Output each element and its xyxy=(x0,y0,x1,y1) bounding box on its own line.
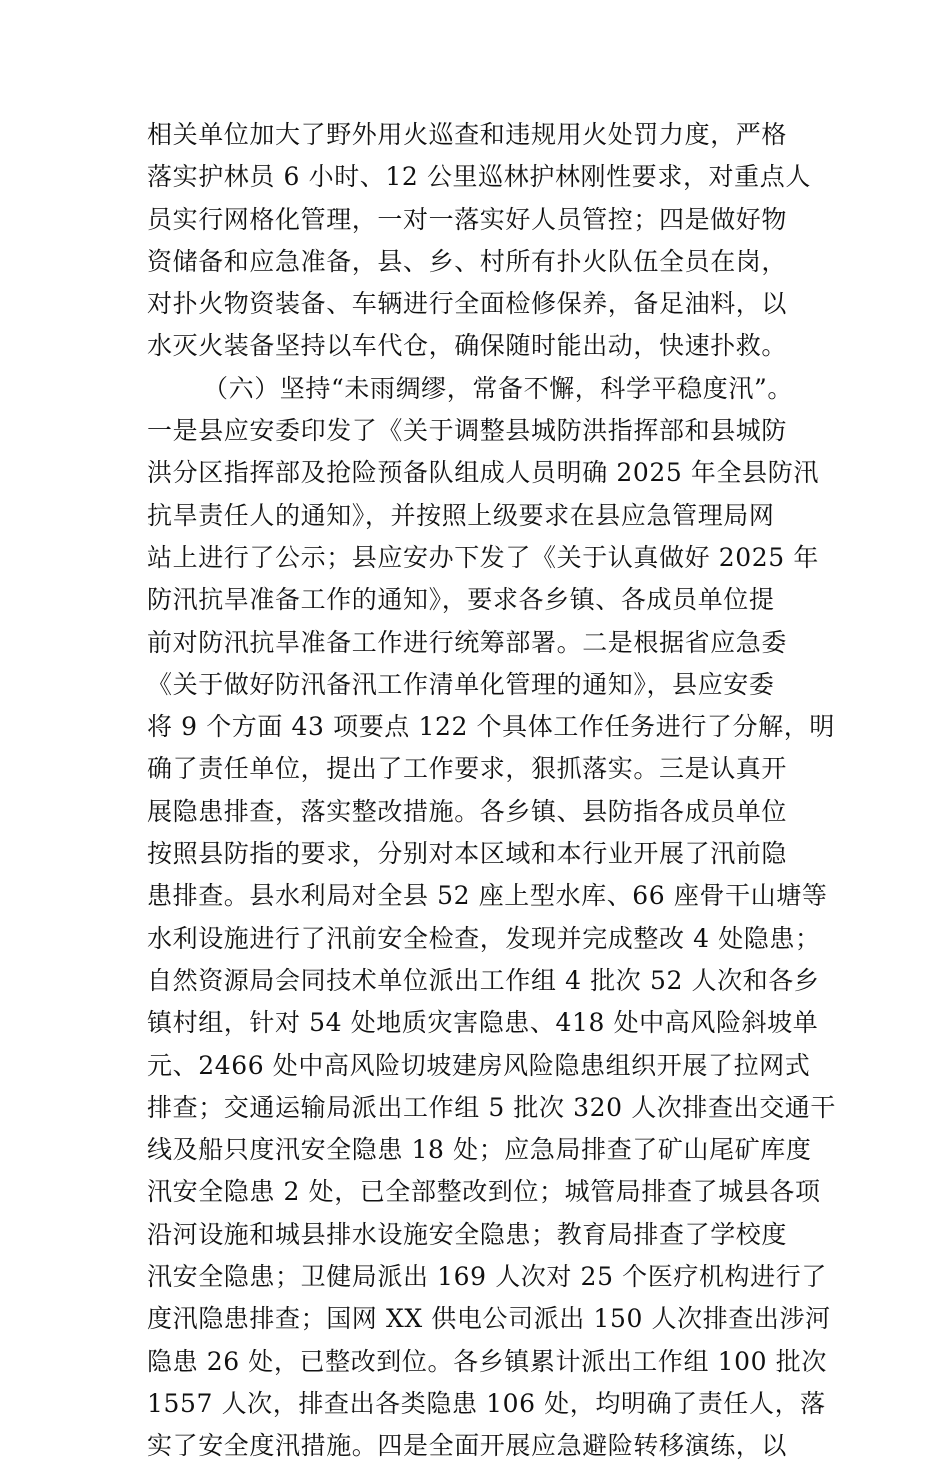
text-line-17: 展隐患排查，落实整改措施。各乡镇、县防指各成员单位 xyxy=(147,796,788,826)
text-line-11: 站上进行了公示；县应安办下发了《关于认真做好 2025 年 xyxy=(147,542,819,572)
text-line-21: 自然资源局会同技术单位派出工作组 4 批次 52 人次和各乡 xyxy=(147,965,820,995)
text-line-5: 对扑火物资装备、车辆进行全面检修保养，备足油料，以 xyxy=(147,289,788,319)
text-line-19: 患排查。县水利局对全县 52 座上型水库、66 座骨干山塘等 xyxy=(147,881,828,911)
text-line-1: 相关单位加大了野外用火巡查和违规用火处罚力度，严格 xyxy=(147,120,788,149)
text-line-6: 水灭火装备坚持以车代仓，确保随时能出动，快速扑救。 xyxy=(147,331,788,361)
text-line-10: 抗旱责任人的通知》，并按照上级要求在县应急管理局网 xyxy=(147,500,775,530)
text-line-26: 汛安全隐患 2 处，已全部整改到位；城管局排查了城县各项 xyxy=(147,1177,821,1207)
text-line-32: 实了安全度汛措施。四是全面开展应急避险转移演练，以 xyxy=(147,1431,788,1461)
text-line-8: 一是县应安委印发了《关于调整县城防洪指挥部和县城防 xyxy=(147,416,788,446)
section-heading-6: （六）坚持“未雨绸缪，常备不懈，科学平稳度汛”。 xyxy=(203,373,793,403)
text-line-31: 1557 人次，排查出各类隐患 106 处，均明确了责任人，落 xyxy=(147,1388,826,1418)
text-line-22: 镇村组，针对 54 处地质灾害隐患、418 处中高风险斜坡单 xyxy=(147,1008,819,1038)
text-line-15: 将 9 个方面 43 项要点 122 个具体工作任务进行了分解，明 xyxy=(147,712,835,742)
text-line-12: 防汛抗旱准备工作的通知》，要求各乡镇、各成员单位提 xyxy=(147,585,775,615)
text-line-27: 沿河设施和城县排水设施安全隐患；教育局排查了学校度 xyxy=(147,1219,788,1249)
text-line-16: 确了责任单位，提出了工作要求，狠抓落实。三是认真开 xyxy=(147,754,788,784)
text-line-4: 资储备和应急准备，县、乡、村所有扑火队伍全员在岗， xyxy=(147,246,788,276)
text-line-25: 线及船只度汛安全隐患 18 处；应急局排查了矿山尾矿库度 xyxy=(147,1135,812,1165)
text-line-28: 汛安全隐患；卫健局派出 169 人次对 25 个医疗机构进行了 xyxy=(147,1262,827,1292)
text-line-30: 隐患 26 处，已整改到位。各乡镇累计派出工作组 100 批次 xyxy=(147,1346,827,1376)
text-line-9: 洪分区指挥部及抢险预备队组成人员明确 2025 年全县防汛 xyxy=(147,458,819,488)
text-line-20: 水利设施进行了汛前安全检查，发现并完成整改 4 处隐患； xyxy=(147,923,821,953)
text-line-2: 落实护林员 6 小时、12 公里巡林护林刚性要求，对重点人 xyxy=(147,162,811,192)
text-line-14: 《关于做好防汛备汛工作清单化管理的通知》，县应安委 xyxy=(147,669,775,699)
text-line-23: 元、2466 处中高风险切坡建房风险隐患组织开展了拉网式 xyxy=(147,1050,811,1080)
text-line-24: 排查；交通运输局派出工作组 5 批次 320 人次排查出交通干 xyxy=(147,1092,837,1122)
text-line-13: 前对防汛抗旱准备工作进行统筹部署。二是根据省应急委 xyxy=(147,627,788,657)
text-line-29: 度汛隐患排查；国网 XX 供电公司派出 150 人次排查出涉河 xyxy=(147,1304,831,1334)
text-line-3: 员实行网格化管理，一对一落实好人员管控；四是做好物 xyxy=(147,204,788,234)
body-text xyxy=(147,114,847,1468)
text-line-18: 按照县防指的要求，分别对本区域和本行业开展了汛前隐 xyxy=(147,839,788,869)
